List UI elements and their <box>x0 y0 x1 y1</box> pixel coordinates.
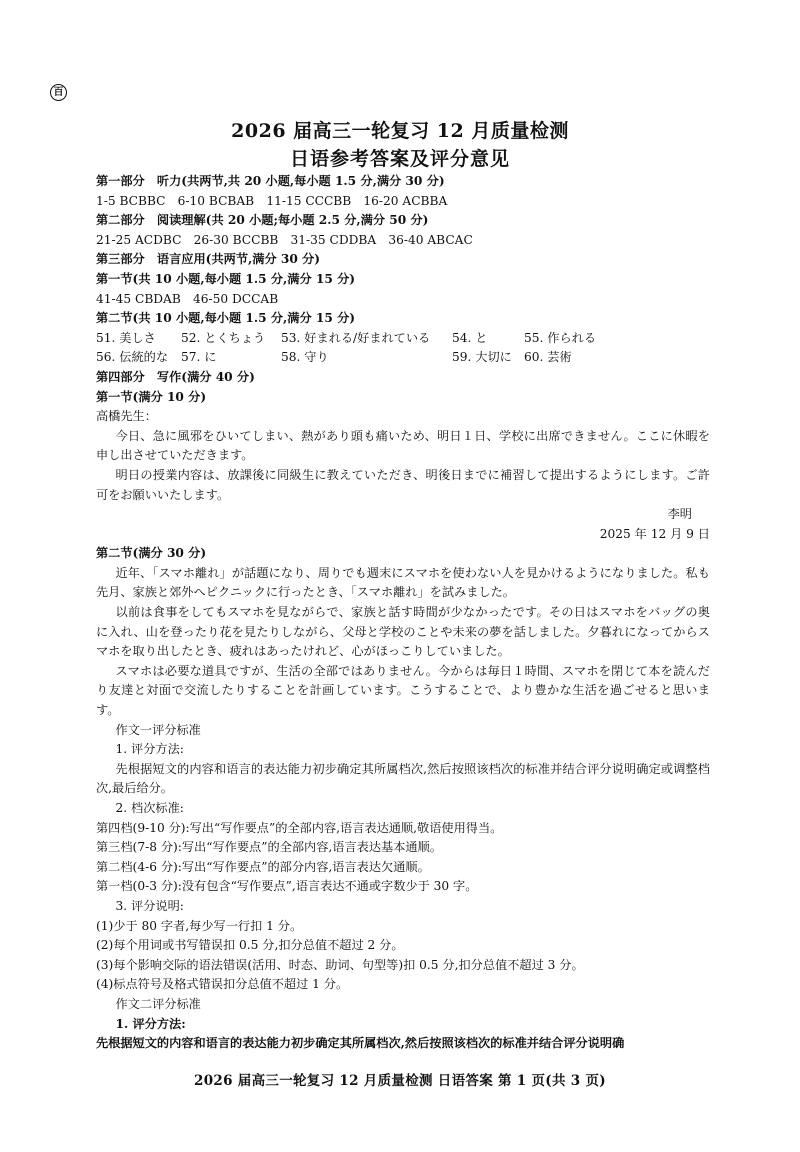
note-4: (4)标点符号及格式错误扣分总值不超过 1 分。 <box>96 977 349 992</box>
section1-heading: 第一节(共 10 小题,每小题 1.5 分,满分 15 分) <box>96 271 356 286</box>
section2-heading: 第二节(共 10 小题,每小题 1.5 分,满分 15 分) <box>96 311 356 326</box>
page-footer: 2026 届高三一轮复习 12 月质量检测 日语答案 第 1 页(共 3 页) <box>194 1073 606 1089</box>
part2-answers: 21-25 ACDBC 26-30 BCCBB 31-35 CDDBA 36-40 ABCAC <box>96 232 473 247</box>
letter-paragraph-1: 今日、急に風邪をひいてしまい、熱があり頭も痛いため、明日１日、学校に出席できません。ここに休暇を申し出させていただきます。 <box>96 428 710 463</box>
writing1-heading: 第一节(满分 10 分) <box>96 389 207 404</box>
note-1: (1)少于 80 字者,每少写一行扣 1 分。 <box>96 918 303 933</box>
answer-51: 51. 美しさ <box>96 330 156 345</box>
corner-stamp: 百 <box>50 84 67 101</box>
standard1-method-heading: 1. 评分方法: <box>115 742 184 757</box>
note-3: (3)每个影响交际的语法错误(活用、时态、助词、句型等)扣 0.5 分,扣分总值不超过 3 分。 <box>96 957 584 972</box>
essay-paragraph-3: スマホは必要な道具ですが、生活の全部ではありません。今からは毎日１時間、スマホを閉じて本を読んだり友達と対面で交流したりすることを計画しています。こうすることで、より豊かな生活を過ごせると思います。 <box>96 663 710 718</box>
part1-heading: 第一部分 听力(共两节,共 20 小题,每小题 1.5 分,满分 30 分) <box>96 174 445 188</box>
answer-55: 55. 作られる <box>524 330 597 345</box>
letter-paragraph-2: 明日の授業内容は、放課後に同級生に教えていただき、明後日までに補習して提出するようにします。ご許可をお願いいたします。 <box>96 467 710 502</box>
standard1-heading: 作文一评分标准 <box>115 722 201 737</box>
note-2: (2)每个用词或书写错误扣 0.5 分,扣分总值不超过 2 分。 <box>96 938 404 953</box>
level-3: 第三档(7-8 分):写出“写作要点”的全部内容,语言表达基本通顺。 <box>96 840 442 855</box>
page-title: 2026 届高三一轮复习 12 月质量检测 <box>231 120 569 142</box>
standard2-method-text: 先根据短文的内容和语言的表达能力初步确定其所属档次,然后按照该档次的标准并结合评分说明确 <box>96 1036 625 1051</box>
standard1-notes-heading: 3. 评分说明: <box>115 898 184 913</box>
answer-59: 59. 大切に <box>452 350 512 365</box>
letter-date: 2025 年 12 月 9 日 <box>599 526 710 541</box>
standard2-method-heading: 1. 评分方法: <box>115 1016 186 1031</box>
standard2-heading: 作文二评分标准 <box>115 996 201 1011</box>
part4-heading: 第四部分 写作(满分 40 分) <box>96 369 255 384</box>
essay-paragraph-2: 以前は食事をしてもスマホを見ながらで、家族と話す時間が少なかったです。その日はスマホをバッグの奥に入れ、山を登ったり花を見たりしながら、父母と学校のことや未来の夢を話しました。夕暮れになってからスマホを取り出したとき、疲れはあったけれど、心がほっこりしていました。 <box>96 605 710 659</box>
answer-60: 60. 芸術 <box>524 350 572 365</box>
answer-52: 52. とくちょう <box>181 330 266 345</box>
standard1-method-text: 先根据短文的内容和语言的表达能力初步确定其所属档次,然后按照该档次的标准并结合评分说明确定或调整档次,最后给分。 <box>96 761 710 796</box>
section1-answers: 41-45 CBDAB 46-50 DCCAB <box>96 291 279 306</box>
letter-signature: 李明 <box>667 507 692 522</box>
grammar-answers-row-2 <box>96 348 710 368</box>
answer-56: 56. 伝統的な <box>96 350 169 365</box>
page-subtitle: 日语参考答案及评分意见 <box>289 148 510 170</box>
part1-answers: 1-5 BCBBC 6-10 BCBAB 11-15 CCCBB 16-20 ACBBA <box>96 193 448 208</box>
answer-57: 57. に <box>181 350 217 365</box>
letter-salutation: 高橋先生： <box>96 409 157 424</box>
part3-heading: 第三部分 语言应用(共两节,满分 30 分) <box>96 252 321 267</box>
answer-58: 58. 守り <box>281 350 329 365</box>
document-body <box>96 172 710 1054</box>
answer-54: 54. と <box>452 330 488 345</box>
standard1-levels-heading: 2. 档次标准: <box>115 801 184 815</box>
part2-heading: 第二部分 阅读理解(共 20 小题;每小题 2.5 分,满分 50 分) <box>96 213 429 228</box>
level-1: 第一档(0-3 分):没有包含“写作要点”,语言表达不通或字数少于 30 字。 <box>96 879 478 894</box>
level-2: 第二档(4-6 分):写出“写作要点”的部分内容,语言表达欠通顺。 <box>96 859 430 874</box>
answer-53: 53. 好まれる/好まれている <box>281 330 431 345</box>
essay-paragraph-1: 近年、「スマホ離れ」が話題になり、周りでも週末にスマホを使わない人を見かけるようになりました。私も先月、家族と郊外へピクニックに行ったとき、「スマホ離れ」を試みました。 <box>96 565 710 600</box>
writing2-heading: 第二节(满分 30 分) <box>96 546 207 561</box>
level-4: 第四档(9-10 分):写出“写作要点”的全部内容,语言表达通顺,敬语使用得当。 <box>96 820 503 835</box>
grammar-answers-row-1 <box>96 329 710 349</box>
